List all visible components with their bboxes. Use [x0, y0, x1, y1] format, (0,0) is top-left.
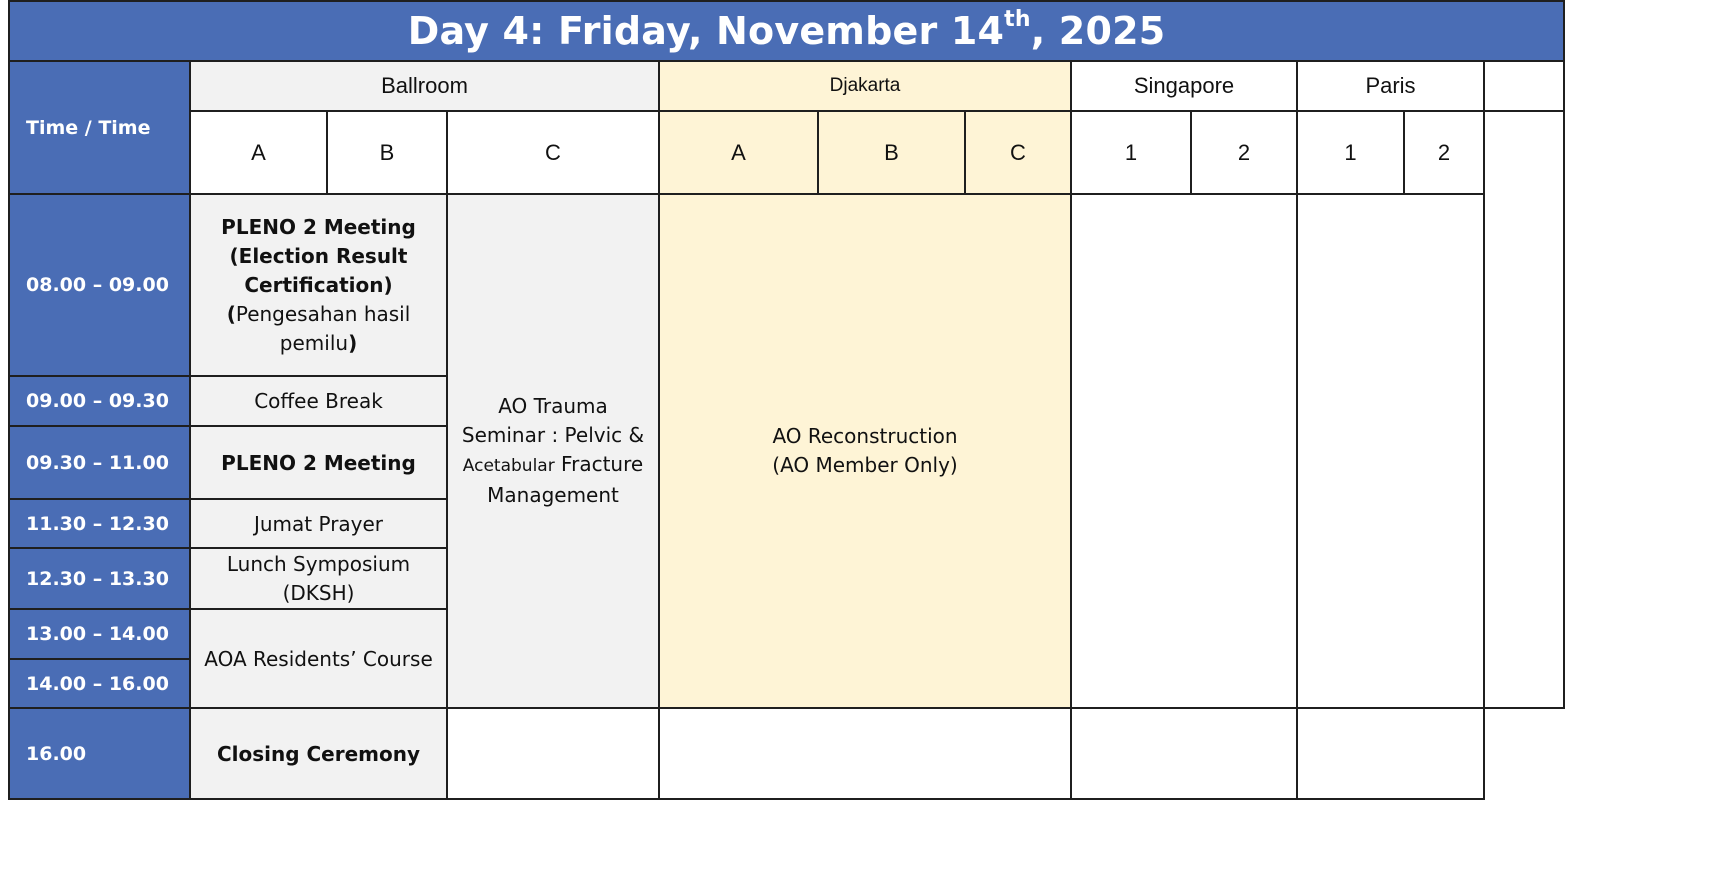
- subroom-ballroom-b: B: [327, 111, 447, 194]
- event-line: Management: [487, 483, 619, 507]
- title-ordinal-suffix: th: [1004, 7, 1031, 32]
- subroom-paris-2: 2: [1404, 111, 1484, 194]
- time-slot: 11.30 – 12.30: [9, 499, 190, 548]
- event-line-part: ): [348, 330, 358, 355]
- singapore-block: [1071, 194, 1297, 708]
- event-line: (Election Result: [229, 243, 408, 268]
- event-line-part: pemilu: [279, 330, 349, 355]
- event-line-part: (: [226, 301, 236, 326]
- event-line: PLENO 2 Meeting: [221, 214, 416, 239]
- subroom-djakarta-c: C: [965, 111, 1071, 194]
- subroom-djakarta-a: A: [659, 111, 818, 194]
- subroom-ballroom-c: C: [447, 111, 659, 194]
- time-header: Time / Time: [9, 61, 190, 194]
- empty-cell: [659, 708, 1071, 799]
- time-slot: 13.00 – 14.00: [9, 609, 190, 659]
- event-pleno-meeting: PLENO 2 Meeting: [190, 426, 447, 499]
- event-closing-ceremony: Closing Ceremony: [190, 708, 447, 799]
- event-lunch-symposium: [190, 548, 447, 609]
- empty-cell: [1297, 708, 1484, 799]
- event-line: Seminar : Pelvic &: [461, 423, 645, 447]
- event-line: (DKSH): [282, 580, 355, 605]
- room-header-djakarta: Djakarta: [659, 61, 1071, 111]
- event-line: Lunch Symposium: [226, 551, 411, 576]
- time-slot: 09.00 – 09.30: [9, 376, 190, 426]
- time-slot: 14.00 – 16.00: [9, 659, 190, 708]
- room-header-singapore: Singapore: [1071, 61, 1297, 111]
- subroom-paris-1: 1: [1297, 111, 1404, 194]
- event-jumat-prayer: Jumat Prayer: [190, 499, 447, 548]
- empty-column-cell: [1484, 111, 1564, 708]
- event-line-part: Acetabular: [462, 456, 555, 476]
- room-header-ballroom: Ballroom: [190, 61, 659, 111]
- room-header-paris: Paris: [1297, 61, 1484, 111]
- subroom-djakarta-b: B: [818, 111, 965, 194]
- event-line: Certification): [244, 272, 393, 297]
- event-ao-reconstruction: [659, 194, 1071, 708]
- subroom-singapore-2: 2: [1191, 111, 1297, 194]
- event-line: AO Trauma: [498, 394, 608, 418]
- schedule-table: [8, 0, 1565, 800]
- time-slot: 16.00: [9, 708, 190, 799]
- subroom-singapore-1: 1: [1071, 111, 1191, 194]
- subroom-ballroom-a: A: [190, 111, 327, 194]
- event-aoa-residents-course: AOA Residents’ Course: [190, 609, 447, 708]
- event-line-part: Pengesahan hasil: [235, 301, 411, 326]
- event-line: (AO Member Only): [772, 453, 958, 477]
- event-line-part: Fracture: [554, 452, 644, 476]
- empty-cell: [447, 708, 659, 799]
- empty-header-cell: [1484, 61, 1564, 111]
- time-slot: 12.30 – 13.30: [9, 548, 190, 609]
- title-date: Day 4: Friday, November 14: [407, 9, 1005, 53]
- event-pleno-certification: [190, 194, 447, 376]
- event-line: AO Reconstruction: [772, 424, 958, 448]
- paris-block: [1297, 194, 1484, 708]
- event-ao-trauma-seminar: [447, 194, 659, 708]
- title-year: , 2025: [1030, 9, 1166, 53]
- event-coffee-break: Coffee Break: [190, 376, 447, 426]
- page-title: [9, 1, 1564, 61]
- empty-cell: [1071, 708, 1297, 799]
- time-slot: 08.00 – 09.00: [9, 194, 190, 376]
- time-slot: 09.30 – 11.00: [9, 426, 190, 499]
